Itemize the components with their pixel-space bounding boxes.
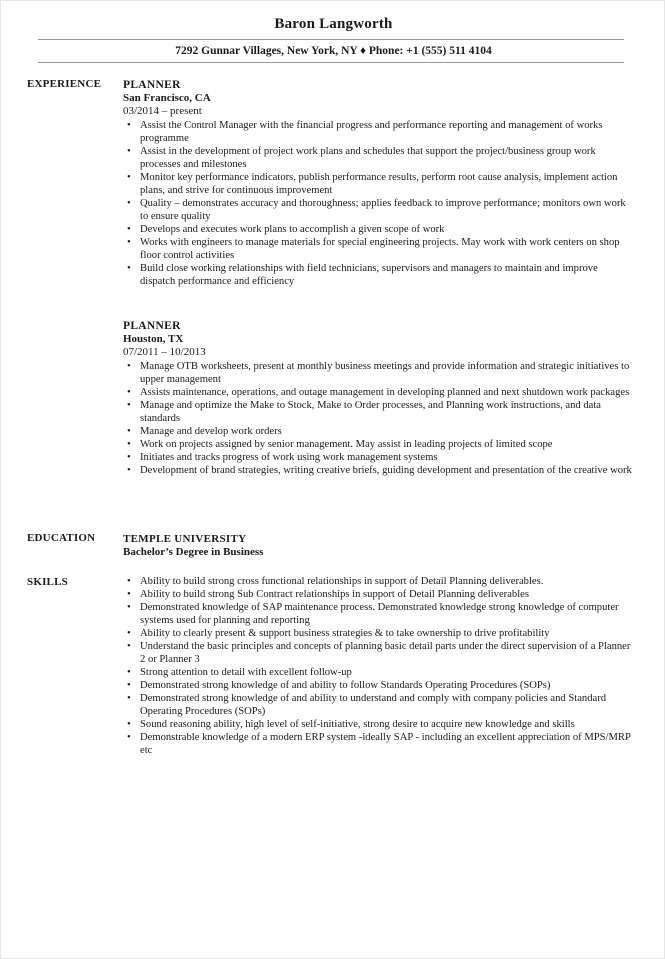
header-divider-bottom — [38, 62, 624, 63]
list-item: • Initiates and tracks progress of work using work management systems — [123, 451, 633, 464]
job-bullets — [123, 119, 633, 288]
section-label-experience: EXPERIENCE — [27, 78, 102, 90]
job-entry — [123, 78, 633, 288]
list-item: • Manage and optimize the Make to Stock, Make to Order processes, and Planning work instructions, and data standards — [123, 399, 633, 425]
section-label-education: EDUCATION — [27, 532, 96, 544]
list-item: • Development of brand strategies, writing creative briefs, guiding development and presentation of the creative work — [123, 464, 633, 477]
list-item: • Demonstrated strong knowledge of and ability to understand and comply with company policies and Standard Operating Procedures (SOPs) — [123, 692, 633, 718]
list-item: • Strong attention to detail with excellent follow-up — [123, 666, 633, 679]
skills-list — [123, 575, 633, 757]
list-item: • Assist in the development of project work plans and schedules that support the project/business group work processes and milestones — [123, 145, 633, 171]
list-item: • Demonstrable knowledge of a modern ERP system -ideally SAP - including an excellent appreciation of MPS/MRP etc — [123, 731, 633, 757]
section-label-skills: SKILLS — [27, 576, 68, 588]
header-divider-top — [38, 39, 624, 40]
list-item: • Ability to build strong cross functional relationships in support of Detail Planning deliverables. — [123, 575, 633, 588]
list-item: • Quality – demonstrates accuracy and thoroughness; applies feedback to improve performance; monitors own work to ensure quality — [123, 197, 633, 223]
job-dates: 03/2014 – present — [123, 105, 202, 117]
job-location: San Francisco, CA — [123, 92, 211, 104]
list-item: • Manage OTB worksheets, present at monthly business meetings and provide information and strategic initiatives to upper management — [123, 360, 633, 386]
candidate-name: Baron Langworth — [274, 16, 393, 32]
education-entry — [123, 532, 633, 559]
skills-entry — [123, 575, 633, 757]
list-item: • Monitor key performance indicators, publish performance results, perform root cause analysis, implement action plans, and strive for continuous improvement — [123, 171, 633, 197]
list-item: • Assists maintenance, operations, and outage management in developing planned and next shutdown work packages — [123, 386, 633, 399]
job-dates: 07/2011 – 10/2013 — [123, 346, 206, 358]
job-title: PLANNER — [123, 320, 181, 332]
list-item: • Ability to clearly present & support business strategies & to take ownership to drive profitability — [123, 627, 633, 640]
list-item: • Ability to build strong Sub Contract relationships in support of Detail Planning deliverables — [123, 588, 633, 601]
contact-line: 7292 Gunnar Villages, New York, NY ♦ Phone: +1 (555) 511 4104 — [175, 45, 492, 57]
list-item: • Sound reasoning ability, high level of self-initiative, strong desire to acquire new knowledge and skills — [123, 718, 633, 731]
list-item: • Manage and develop work orders — [123, 425, 633, 438]
job-entry — [123, 319, 633, 477]
list-item: • Develops and executes work plans to accomplish a given scope of work — [123, 223, 633, 236]
list-item: • Assist the Control Manager with the financial progress and performance reporting and management of works programme — [123, 119, 633, 145]
degree: Bachelor’s Degree in Business — [123, 546, 264, 558]
job-title: PLANNER — [123, 79, 181, 91]
list-item: • Demonstrated knowledge of SAP maintenance process. Demonstrated knowledge strong knowledge of computer systems used for planning and reporting — [123, 601, 633, 627]
school-name: TEMPLE UNIVERSITY — [123, 533, 247, 545]
list-item: • Demonstrated strong knowledge of and ability to follow Standards Operating Procedures (SOPs) — [123, 679, 633, 692]
job-bullets — [123, 360, 633, 477]
list-item: • Works with engineers to manage materials for special engineering projects. May work with work centers on shop floor control activities — [123, 236, 633, 262]
job-location: Houston, TX — [123, 333, 184, 345]
list-item: • Understand the basic principles and concepts of planning basic detail parts under the direct supervision of a Planner 2 or Planner 3 — [123, 640, 633, 666]
list-item: • Work on projects assigned by senior management. May assist in leading projects of limited scope — [123, 438, 633, 451]
list-item: • Build close working relationships with field technicians, supervisors and managers to maintain and improve dispatch performance and efficiency — [123, 262, 633, 288]
